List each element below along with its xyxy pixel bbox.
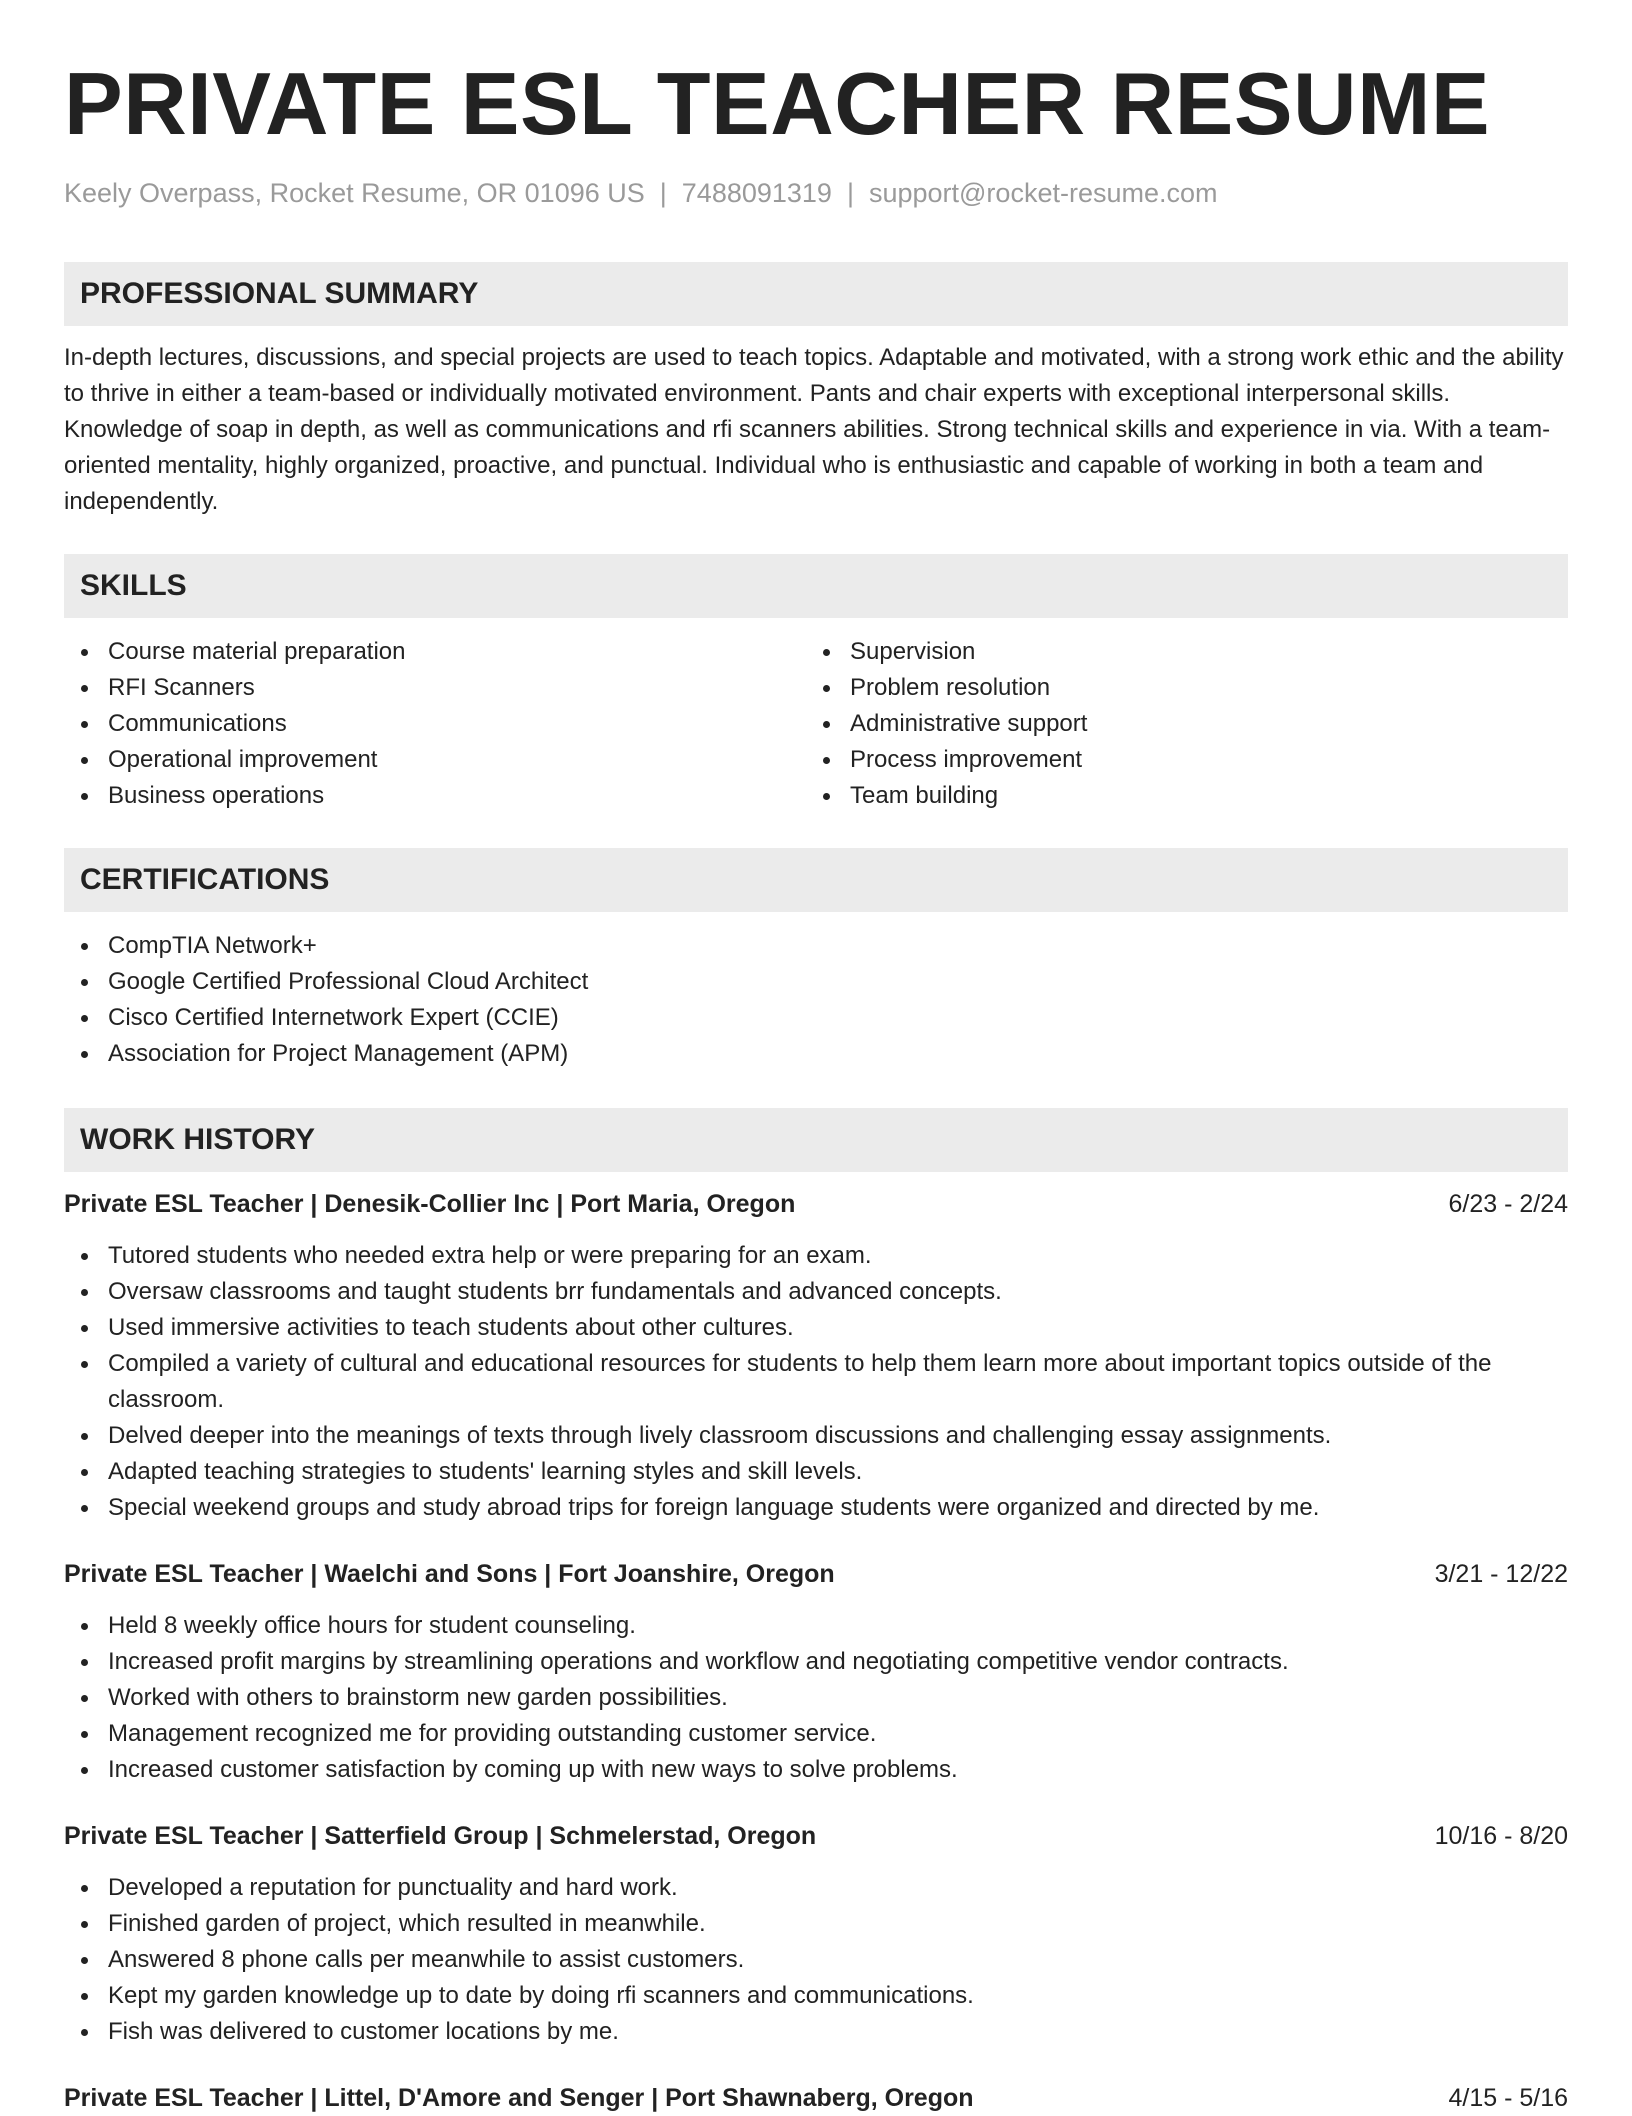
contact-email: support@rocket-resume.com	[868, 178, 1218, 208]
job-bullet: Finished garden of project, which resulted in meanwhile.	[64, 1906, 1568, 1942]
job-header	[64, 1556, 1568, 1592]
certification-item: CompTIA Network+	[64, 928, 1568, 964]
job-bullet: Management recognized me for providing outstanding customer service.	[64, 1716, 1568, 1752]
job-bullet: Held 8 weekly office hours for student counseling.	[64, 1608, 1568, 1644]
certification-item: Google Certified Professional Cloud Architect	[64, 964, 1568, 1000]
job-bullet: Answered 8 phone calls per meanwhile to assist customers.	[64, 1942, 1568, 1978]
section-heading: WORK HISTORY	[64, 1108, 1568, 1172]
job-title: Private ESL Teacher | Denesik-Collier Inc | Port Maria, Oregon	[64, 1190, 796, 1218]
job-title: Private ESL Teacher | Waelchi and Sons | Fort Joanshire, Oregon	[64, 1560, 835, 1588]
certifications-list	[64, 928, 1568, 1072]
job-bullet-list	[64, 1608, 1568, 1788]
job-entry	[64, 1186, 1568, 1526]
skills-grid	[64, 634, 1568, 814]
job-bullet: Increased profit margins by streamlining operations and workflow and negotiating competitive vendor contracts.	[64, 1644, 1568, 1680]
professional-summary-section	[64, 262, 1568, 520]
job-bullet: Special weekend groups and study abroad trips for foreign language students were organized and directed by me.	[64, 1490, 1568, 1526]
job-title: Private ESL Teacher | Littel, D'Amore and Senger | Port Shawnaberg, Oregon	[64, 2084, 974, 2112]
contact-phone: 7488091319	[681, 178, 832, 208]
skill-item: Problem resolution	[806, 670, 1548, 706]
job-bullet-list	[64, 1238, 1568, 1526]
job-header	[64, 1186, 1568, 1222]
job-bullet: Kept my garden knowledge up to date by doing rfi scanners and communications.	[64, 1978, 1568, 2014]
job-dates: 10/16 - 8/20	[1434, 1822, 1568, 1850]
job-dates: 6/23 - 2/24	[1448, 1190, 1568, 1218]
job-bullet: Delved deeper into the meanings of texts through lively classroom discussions and challenging essay assignments.	[64, 1418, 1568, 1454]
skill-item: Communications	[64, 706, 806, 742]
skill-item: Process improvement	[806, 742, 1548, 778]
contact-separator: |	[659, 178, 667, 208]
job-bullet: Oversaw classrooms and taught students brr fundamentals and advanced concepts.	[64, 1274, 1568, 1310]
section-heading: PROFESSIONAL SUMMARY	[64, 262, 1568, 326]
skill-item: Administrative support	[806, 706, 1548, 742]
job-dates: 3/21 - 12/22	[1434, 1560, 1568, 1588]
section-heading: CERTIFICATIONS	[64, 848, 1568, 912]
job-header	[64, 2080, 1568, 2116]
job-entry	[64, 2080, 1568, 2116]
job-bullet: Worked with others to brainstorm new garden possibilities.	[64, 1680, 1568, 1716]
job-bullet: Fish was delivered to customer locations by me.	[64, 2014, 1568, 2050]
job-entry	[64, 1818, 1568, 2050]
skills-column-right	[806, 634, 1548, 814]
section-heading: SKILLS	[64, 554, 1568, 618]
job-bullet: Tutored students who needed extra help or were preparing for an exam.	[64, 1238, 1568, 1274]
contact-address: Keely Overpass, Rocket Resume, OR 01096 US	[64, 178, 645, 208]
skill-item: Business operations	[64, 778, 806, 814]
job-title: Private ESL Teacher | Satterfield Group | Schmelerstad, Oregon	[64, 1822, 817, 1850]
certifications-section	[64, 848, 1568, 1072]
job-bullet: Developed a reputation for punctuality and hard work.	[64, 1870, 1568, 1906]
certification-item: Cisco Certified Internetwork Expert (CCIE)	[64, 1000, 1568, 1036]
job-header	[64, 1818, 1568, 1854]
resume-page	[64, 0, 1568, 2116]
job-bullet: Used immersive activities to teach students about other cultures.	[64, 1310, 1568, 1346]
skills-column-left	[64, 634, 806, 814]
job-bullet: Increased customer satisfaction by coming up with new ways to solve problems.	[64, 1752, 1568, 1788]
job-bullet: Compiled a variety of cultural and educational resources for students to help them learn more about important topics outside of the classroom.	[64, 1346, 1568, 1418]
resume-title: PRIVATE ESL TEACHER RESUME	[64, 54, 1491, 153]
job-entry	[64, 1556, 1568, 1788]
job-dates: 4/15 - 5/16	[1448, 2084, 1568, 2112]
skill-item: Supervision	[806, 634, 1548, 670]
job-bullet-list	[64, 1870, 1568, 2050]
certification-item: Association for Project Management (APM)	[64, 1036, 1568, 1072]
skills-section	[64, 554, 1568, 814]
summary-paragraph: In-depth lectures, discussions, and special projects are used to teach topics. Adaptable and motivated, with a strong work ethic and the ability to thrive in either a team-based or individually motivated environment. Pants and chair experts with exceptional interpersonal skills. Knowledge of soap in depth, as well as communications and rfi scanners abilities. Strong technical skills and experience in via. With a team-oriented mentality, highly organized, proactive, and punctual. Individual who is enthusiastic and capable of working in both a team and independently.	[64, 344, 1564, 515]
job-bullet: Adapted teaching strategies to students' learning styles and skill levels.	[64, 1454, 1568, 1490]
contact-separator: |	[846, 178, 854, 208]
work-history-section	[64, 1108, 1568, 2116]
skill-item: Course material preparation	[64, 634, 806, 670]
skill-item: Operational improvement	[64, 742, 806, 778]
contact-line	[64, 176, 1568, 210]
skill-item: Team building	[806, 778, 1548, 814]
skill-item: RFI Scanners	[64, 670, 806, 706]
